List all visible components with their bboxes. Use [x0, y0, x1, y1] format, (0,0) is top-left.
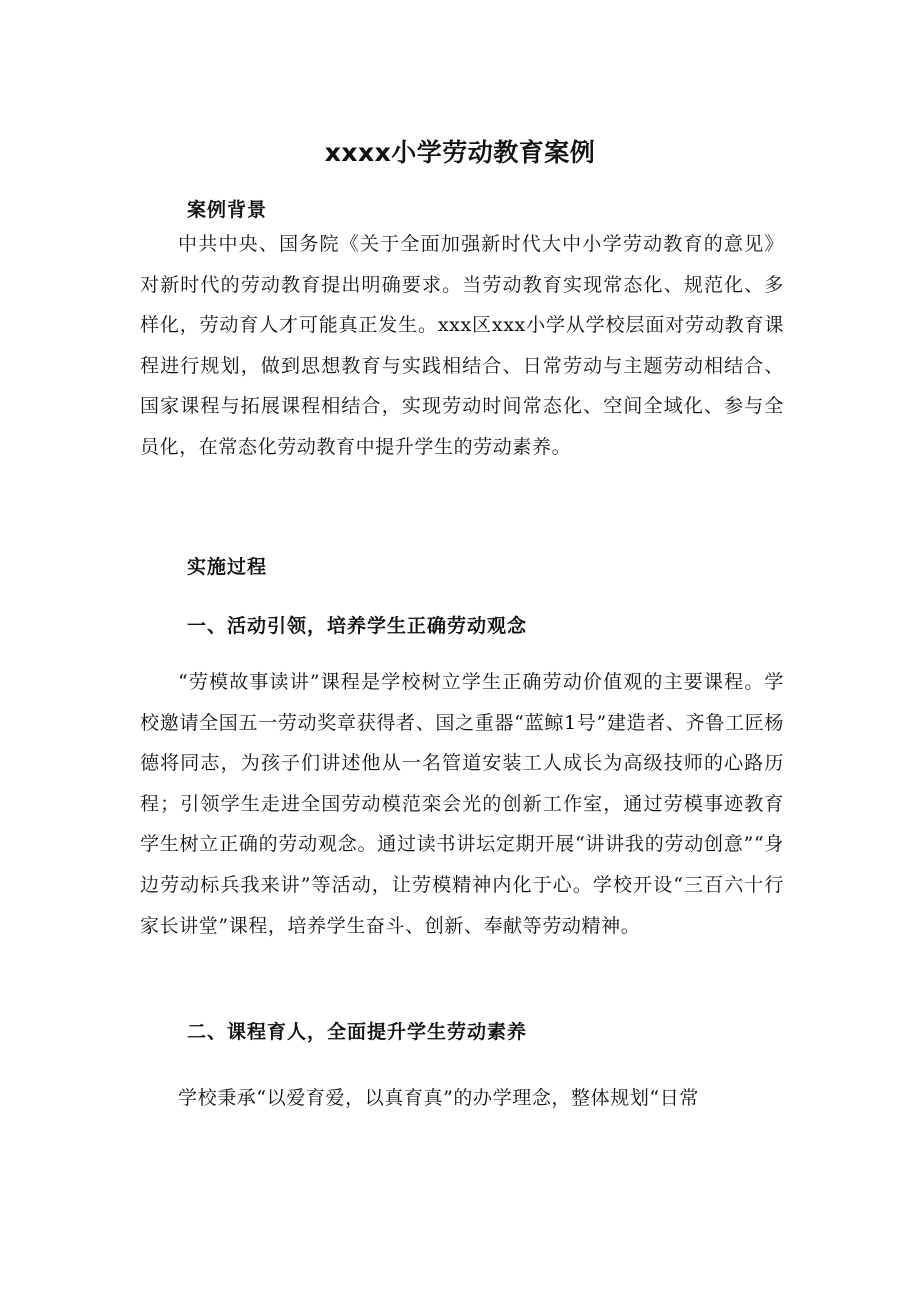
document-title: xxxx小学劳动教育案例: [324, 138, 596, 167]
section-heading-process: 实施过程: [187, 556, 268, 578]
paragraph-curriculum: 学校秉承“以爱育爱，以真育真”的办学理念，整体规划“日常: [178, 1087, 699, 1109]
paragraph-background: 中共中央、国务院《关于全面加强新时代大中小学劳动教育的意见》对新时代的劳动教育提出明确要求。当劳动教育实现常态化、规范化、多样化，劳动育人才可能真正发生。xxx区xxx小学从学校层面对劳动教育课程进行规划，做到思想教育与实践相结合、日常劳动与主题劳动相结合、国家课程与拓展课程相结合，实现劳动时间常态化、空间全域化、参与全员化，在常态化劳动教育中提升学生的劳动素养。: [140, 233, 784, 458]
paragraph-activity-guidance: “劳模故事读讲”课程是学校树立学生正确劳动价值观的主要课程。学校邀请全国五一劳动奖章获得者、国之重器“蓝鲸1号”建造者、齐鲁工匠杨德将同志，为孩子们讲述他从一名管道安装工人成长为高级技师的心路历程；引领学生走进全国劳动模范栾会光的创新工作室，通过劳模事迹教育学生树立正确的劳动观念。通过读书讲坛定期开展“讲讲我的劳动创意”“身边劳动标兵我来讲”等活动，让劳模精神内化于心。学校开设“三百六十行家长讲堂”课程，培养学生奋斗、创新、奉献等劳动精神。: [140, 671, 784, 937]
subheading-activity-guidance: 一、活动引领，培养学生正确劳动观念: [187, 615, 528, 637]
subheading-curriculum: 二、课程育人，全面提升学生劳动素养: [187, 1021, 528, 1043]
section-heading-background: 案例背景: [187, 199, 268, 221]
